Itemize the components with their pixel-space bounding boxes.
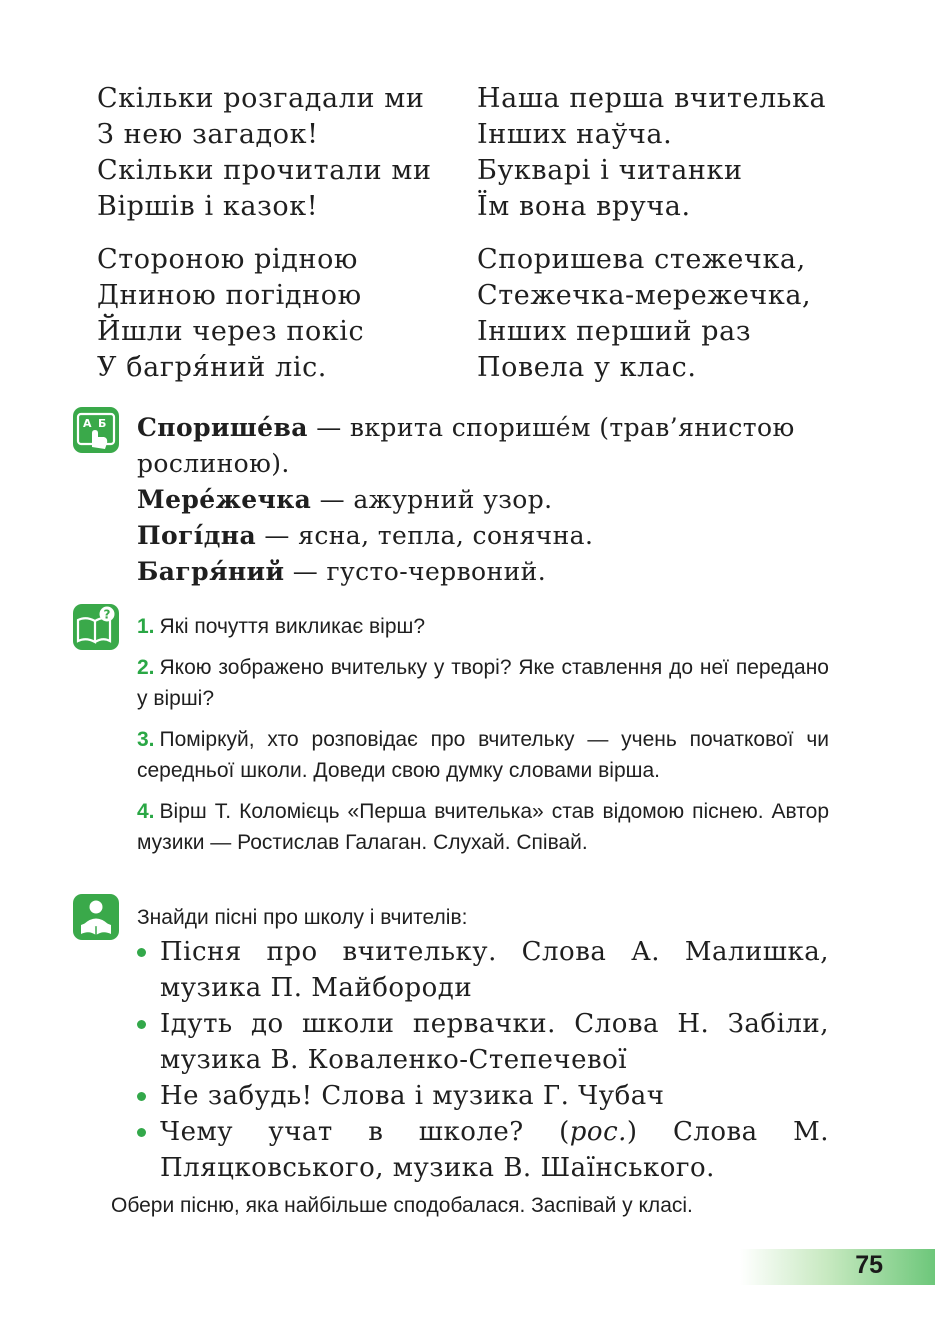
poem-right-column xyxy=(477,81,826,386)
song-text: ) Слова М. Пляцковського, музика В. Шаїнського. xyxy=(160,1117,829,1183)
question-text: Вірш Т. Коломієць «Перша вчителька» став відомою піснею. Автор музики — Ростислав Галаган. Слухай. Співай. xyxy=(137,800,829,854)
vocab-entry xyxy=(137,518,837,554)
stanza xyxy=(97,242,432,386)
vocab-term: Споришéва xyxy=(137,413,308,442)
song-text: Пісня про вчительку. Слова А. Малишка, музика П. Майбороди xyxy=(160,937,829,1003)
vocab-definition: — ажурний узор. xyxy=(311,485,553,514)
question-item xyxy=(137,724,829,786)
poem-line: Їм вона вруча. xyxy=(477,191,691,222)
poem-line: Інших перший раз xyxy=(477,316,752,347)
svg-text:Б: Б xyxy=(98,417,107,430)
question-number: 3. xyxy=(137,728,155,751)
bullet-icon xyxy=(137,1128,146,1137)
question-number: 1. xyxy=(137,615,155,638)
stanza xyxy=(477,81,826,225)
poem-line: Йшли через покіс xyxy=(97,316,365,347)
poem-line: Стороною рідною xyxy=(97,244,359,275)
abc-hand-icon xyxy=(73,407,119,453)
poem-line: Скільки прочитали ми xyxy=(97,155,432,186)
vocab-term: Багря́ний xyxy=(137,557,285,586)
stanza xyxy=(477,242,826,386)
question-item xyxy=(137,796,829,858)
vocab-entry xyxy=(137,482,837,518)
vocab-definition: — густо-червоний. xyxy=(284,557,547,586)
poem-line: Стежечка-мережечка, xyxy=(477,280,812,311)
song-text: Ідуть до школи первачки. Слова Н. Забіли, музика В. Коваленко-Степечевої xyxy=(160,1009,829,1075)
svg-text:?: ? xyxy=(103,607,111,622)
song-text: Не забудь! Слова і музика Г. Чубач xyxy=(160,1081,665,1111)
songs-list xyxy=(137,934,829,1186)
question-text: Поміркуй, хто розповідає про вчительку — учень початкової чи середньої школи. Доведи свою думку словами вірша. xyxy=(137,728,829,782)
question-text: Які почуття викликає вірш? xyxy=(159,615,426,638)
poem-line: Споришева стежечка, xyxy=(477,244,806,275)
question-number: 4. xyxy=(137,800,155,823)
vocab-entry xyxy=(137,410,837,482)
poem-line: Дниною погідною xyxy=(97,280,362,311)
list-item xyxy=(137,1006,829,1078)
vocab-term: Мерéжечка xyxy=(137,485,312,514)
question-item xyxy=(137,652,829,714)
final-instruction: Обери пісню, яка найбільше сподобалася. Заспівай у класі. xyxy=(111,1194,693,1217)
poem-line: Наша перша вчителька xyxy=(477,83,827,114)
task-title: Знайди пісні про школу і вчителів: xyxy=(137,906,468,929)
vocabulary-block xyxy=(137,410,837,590)
book-question-icon xyxy=(73,604,119,650)
question-number: 2. xyxy=(137,656,155,679)
question-item xyxy=(137,611,829,642)
poem-line: У багря́ний ліс. xyxy=(97,352,327,383)
poem-line: Повела у клас. xyxy=(477,352,697,383)
bullet-icon xyxy=(137,948,146,957)
bullet-icon xyxy=(137,1020,146,1029)
bullet-icon xyxy=(137,1092,146,1101)
poem-line: Віршів і казок! xyxy=(97,191,319,222)
poem-line: З нею загадок! xyxy=(97,119,319,150)
vocab-definition: — ясна, тепла, сонячна. xyxy=(256,521,594,550)
reader-icon xyxy=(73,894,119,940)
list-item xyxy=(137,934,829,1006)
page-number-strip xyxy=(740,1249,935,1285)
poem-line: Скільки розгадали ми xyxy=(97,83,425,114)
question-text: Якою зображено вчительку у творі? Яке ставлення до неї передано у вірші? xyxy=(137,656,829,710)
vocab-entry xyxy=(137,554,837,590)
questions-block xyxy=(137,611,829,868)
language-note: рос. xyxy=(569,1117,627,1147)
song-text: Чему учат в школе? ( xyxy=(160,1117,570,1147)
poem-line: Інших наўча. xyxy=(477,119,673,150)
vocab-term: Погíдна xyxy=(137,521,257,550)
stanza xyxy=(97,81,432,225)
list-item xyxy=(137,1114,829,1186)
list-item xyxy=(137,1078,829,1114)
page-number: 75 xyxy=(855,1251,883,1279)
vocab-definition: — вкрита споришéм (трав’янистою рослиною). xyxy=(137,413,795,478)
poem-line: Букварі і читанки xyxy=(477,155,743,186)
svg-text:А: А xyxy=(83,417,92,430)
poem-left-column xyxy=(97,81,432,386)
